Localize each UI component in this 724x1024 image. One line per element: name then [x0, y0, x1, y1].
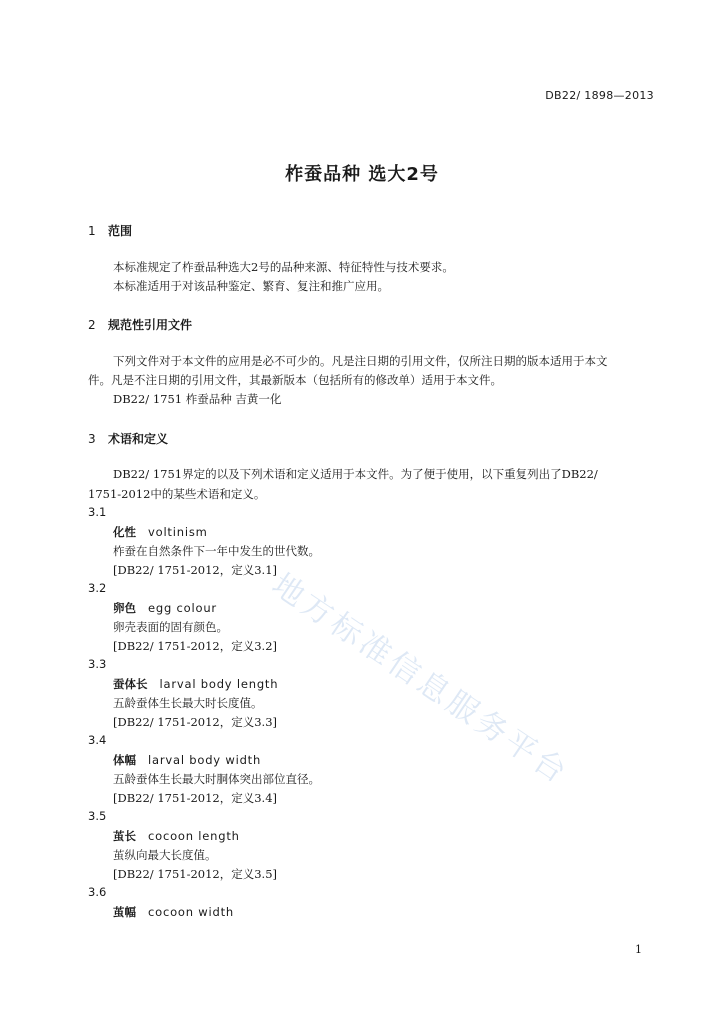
term-chinese: 蚕体长 [113, 677, 148, 691]
section-number: 1 [88, 224, 96, 238]
term-heading [113, 904, 234, 920]
document-code: DB22/ 1898—2013 [545, 89, 654, 102]
term-heading [113, 524, 208, 540]
term-heading [113, 828, 240, 844]
paragraph: 本标准规定了柞蚕品种选大2号的品种来源、特征特性与技术要求。 [113, 260, 454, 274]
term-number: 3.3 [88, 657, 107, 671]
term-english: larval body length [159, 677, 279, 691]
section-heading-2 [88, 316, 192, 333]
paragraph: 本标准适用于对该品种鉴定、繁育、复注和推广应用。 [113, 279, 389, 293]
section-number: 3 [88, 432, 96, 446]
watermark: 地方标准信息服务平台 [265, 566, 576, 793]
term-chinese: 体幅 [113, 753, 136, 767]
section-title: 范围 [108, 224, 133, 238]
paragraph-line: 件。凡是不注日期的引用文件，其最新版本（包括所有的修改单）适用于本文件。 [88, 373, 502, 387]
section-number: 2 [88, 318, 96, 332]
term-chinese: 茧幅 [113, 905, 136, 919]
term-heading [113, 752, 261, 768]
term-number: 3.6 [88, 885, 107, 899]
term-definition: 卵壳表面的固有颜色。 [113, 620, 228, 634]
term-chinese: 茧长 [113, 829, 136, 843]
term-chinese: 卵色 [113, 601, 136, 615]
term-source: [DB22/ 1751-2012，定义3.1] [113, 563, 278, 577]
term-definition: 五龄蚕体生长最大时长度值。 [113, 696, 263, 710]
normative-reference: DB22/ 1751 柞蚕品种 吉黄一化 [113, 392, 282, 406]
term-source: [DB22/ 1751-2012，定义3.2] [113, 639, 278, 653]
term-chinese: 化性 [113, 525, 136, 539]
term-source: [DB22/ 1751-2012，定义3.5] [113, 867, 278, 881]
paragraph-line: 1751-2012中的某些术语和定义。 [88, 487, 266, 501]
term-number: 3.1 [88, 505, 107, 519]
term-number: 3.2 [88, 581, 107, 595]
paragraph-line: DB22/ 1751界定的以及下列术语和定义适用于本文件。为了便于使用，以下重复列出了DB22/ [113, 467, 598, 481]
section-heading-1 [88, 222, 132, 239]
term-english: cocoon length [148, 829, 240, 843]
term-number: 3.5 [88, 809, 107, 823]
term-english: larval body width [148, 753, 262, 767]
term-english: egg colour [148, 601, 217, 615]
term-source: [DB22/ 1751-2012，定义3.3] [113, 715, 278, 729]
section-title: 术语和定义 [108, 432, 169, 446]
paragraph-line: 下列文件对于本文件的应用是必不可少的。凡是注日期的引用文件，仅所注日期的版本适用于本文 [113, 354, 608, 368]
term-source: [DB22/ 1751-2012，定义3.4] [113, 791, 278, 805]
term-definition: 柞蚕在自然条件下一年中发生的世代数。 [113, 544, 320, 558]
term-english: voltinism [148, 525, 208, 539]
term-definition: 茧纵向最大长度值。 [113, 848, 217, 862]
section-heading-3 [88, 430, 168, 447]
section-title: 规范性引用文件 [108, 318, 193, 332]
term-english: cocoon width [148, 905, 234, 919]
term-number: 3.4 [88, 733, 107, 747]
page-title: 柞蚕品种 选大2号 [285, 164, 439, 185]
term-heading [113, 600, 217, 616]
term-definition: 五龄蚕体生长最大时胴体突出部位直径。 [113, 772, 320, 786]
page-number: 1 [635, 943, 642, 956]
term-heading [113, 676, 278, 692]
